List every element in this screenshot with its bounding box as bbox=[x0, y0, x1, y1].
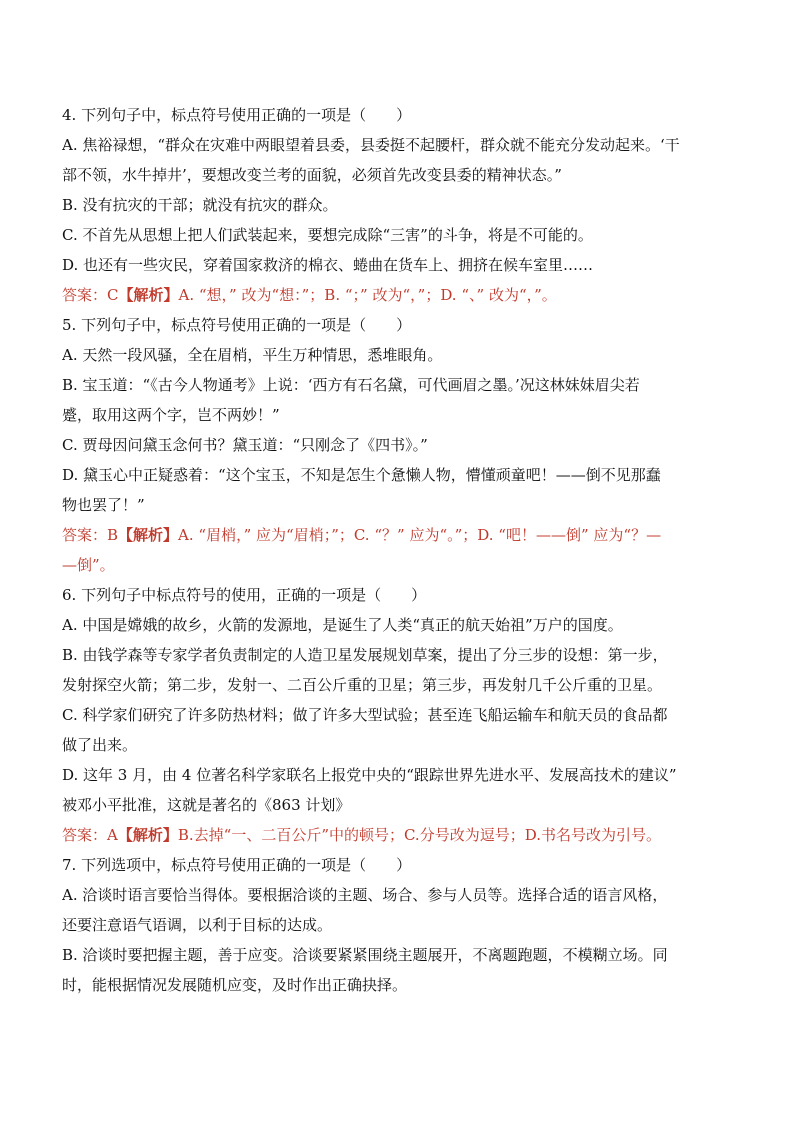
line-text: B. 由钱学森等专家学者负责制定的人造卫星发展规划草案，提出了分三步的设想：第一步， bbox=[62, 646, 668, 664]
line-text: 6. 下列句子中标点符号的使用，正确的一项是（ ） bbox=[62, 586, 427, 604]
text-line bbox=[62, 580, 734, 610]
question-list bbox=[62, 100, 734, 1000]
text-line bbox=[62, 670, 734, 700]
line-text: B.去掉“一、二百公斤”中的顿号；C.分号改为逗号；D.书名号改为引号。 bbox=[177, 826, 661, 844]
line-text: 做了出来。 bbox=[62, 736, 138, 754]
line-text: A. 洽谈时语言要恰当得体。要根据洽谈的主题、场合、参与人员等。选择合适的语言风格， bbox=[62, 886, 668, 904]
line-text: A. 天然一段风骚，全在眉梢，平生万种情思，悉堆眼角。 bbox=[62, 346, 443, 364]
line-text: D. 黛玉心中正疑惑着：“这个宝玉，不知是怎生个惫懒人物，懵懂顽童吧！——倒不见那蠢 bbox=[62, 466, 661, 484]
text-line bbox=[62, 310, 734, 340]
line-text: 被邓小平批准，这就是著名的《863 计划》 bbox=[62, 796, 351, 814]
text-line bbox=[62, 760, 734, 790]
line-text: A. 焦裕禄想，“群众在灾难中两眼望着县委，县委挺不起腰杆，群众就不能充分发动起来。‘干 bbox=[62, 136, 680, 154]
text-line bbox=[62, 880, 734, 910]
line-text: C. 贾母因问黛玉念何书？黛玉道：“只刚念了《四书》。” bbox=[62, 436, 428, 454]
text-line bbox=[62, 400, 734, 430]
answer-label: 答案：A bbox=[62, 826, 118, 844]
answer-line bbox=[62, 520, 734, 550]
line-text: A. “想，” 改为“想：”；B. “；” 改为“，”；D. “、” 改为“，”。 bbox=[178, 286, 557, 304]
text-line bbox=[62, 700, 734, 730]
analysis-tag: 【解析】 bbox=[117, 826, 178, 844]
answer-line bbox=[62, 550, 734, 580]
text-line bbox=[62, 850, 734, 880]
line-text: 时，能根据情况发展随机应变，及时作出正确抉择。 bbox=[62, 976, 408, 994]
line-text: —倒”。 bbox=[62, 556, 115, 574]
answer-label: 答案：C bbox=[62, 286, 119, 304]
line-text: B. 没有抗灾的干部；就没有抗灾的群众。 bbox=[62, 196, 338, 214]
line-text: 部不领，水牛掉井’，要想改变兰考的面貌，必须首先改变县委的精神状态。” bbox=[62, 166, 562, 184]
line-text: A. 中国是嫦娥的故乡，火箭的发源地，是诞生了人类“真正的航天始祖”万户的国度。 bbox=[62, 616, 623, 634]
text-line bbox=[62, 640, 734, 670]
line-text: 5. 下列句子中，标点符号使用正确的一项是（ ） bbox=[62, 316, 412, 334]
text-line bbox=[62, 790, 734, 820]
text-line bbox=[62, 490, 734, 520]
text-line bbox=[62, 340, 734, 370]
text-line bbox=[62, 460, 734, 490]
line-text: 发射探空火箭；第二步，发射一、二百公斤重的卫星；第三步，再发射几千公斤重的卫星。 bbox=[62, 676, 663, 694]
text-line bbox=[62, 370, 734, 400]
line-text: 还要注意语气语调，以利于目标的达成。 bbox=[62, 916, 333, 934]
text-line bbox=[62, 430, 734, 460]
text-line bbox=[62, 220, 734, 250]
text-line bbox=[62, 910, 734, 940]
answer-label: 答案：B bbox=[62, 526, 119, 544]
text-line bbox=[62, 940, 734, 970]
text-line bbox=[62, 250, 734, 280]
analysis-tag: 【解析】 bbox=[118, 526, 179, 544]
line-text: B. 宝玉道：“《古今人物通考》上说：‘西方有石名黛，可代画眉之墨。’况这林妹妹眉尖若 bbox=[62, 376, 640, 394]
line-text: C. 不首先从思想上把人们武装起来，要想完成除“三害”的斗争，将是不可能的。 bbox=[62, 226, 593, 244]
line-text: B. 洽谈时要把握主题，善于应变。洽谈要紧紧围绕主题展开，不离题跑题，不模糊立场。同 bbox=[62, 946, 668, 964]
line-text: D. 这年 3 月，由 4 位著名科学家联名上报党中央的“跟踪世界先进水平、发展高技术的建议” bbox=[62, 766, 677, 784]
text-line bbox=[62, 190, 734, 220]
line-text: D. 也还有一些灾民，穿着国家救济的棉衣、蜷曲在货车上、拥挤在候车室里…… bbox=[62, 256, 594, 274]
text-line bbox=[62, 610, 734, 640]
text-line bbox=[62, 970, 734, 1000]
text-line bbox=[62, 130, 734, 160]
line-text: 7. 下列选项中，标点符号使用正确的一项是（ ） bbox=[62, 856, 412, 874]
line-text: 物也罢了！” bbox=[62, 496, 145, 514]
text-line bbox=[62, 160, 734, 190]
line-text: C. 科学家们研究了许多防热材料；做了许多大型试验；甚至连飞船运输车和航天员的食品都 bbox=[62, 706, 668, 724]
text-line bbox=[62, 100, 734, 130]
text-line bbox=[62, 730, 734, 760]
line-text: 蹙，取用这两个字，岂不两妙！” bbox=[62, 406, 280, 424]
line-text: A. “眉梢，” 应为“眉梢；”；C. “？” 应为“。”；D. “吧！——倒” 应为“？— bbox=[178, 526, 662, 544]
answer-line bbox=[62, 280, 734, 310]
analysis-tag: 【解析】 bbox=[118, 286, 179, 304]
line-text: 4. 下列句子中，标点符号使用正确的一项是（ ） bbox=[62, 106, 412, 124]
answer-line bbox=[62, 820, 734, 850]
